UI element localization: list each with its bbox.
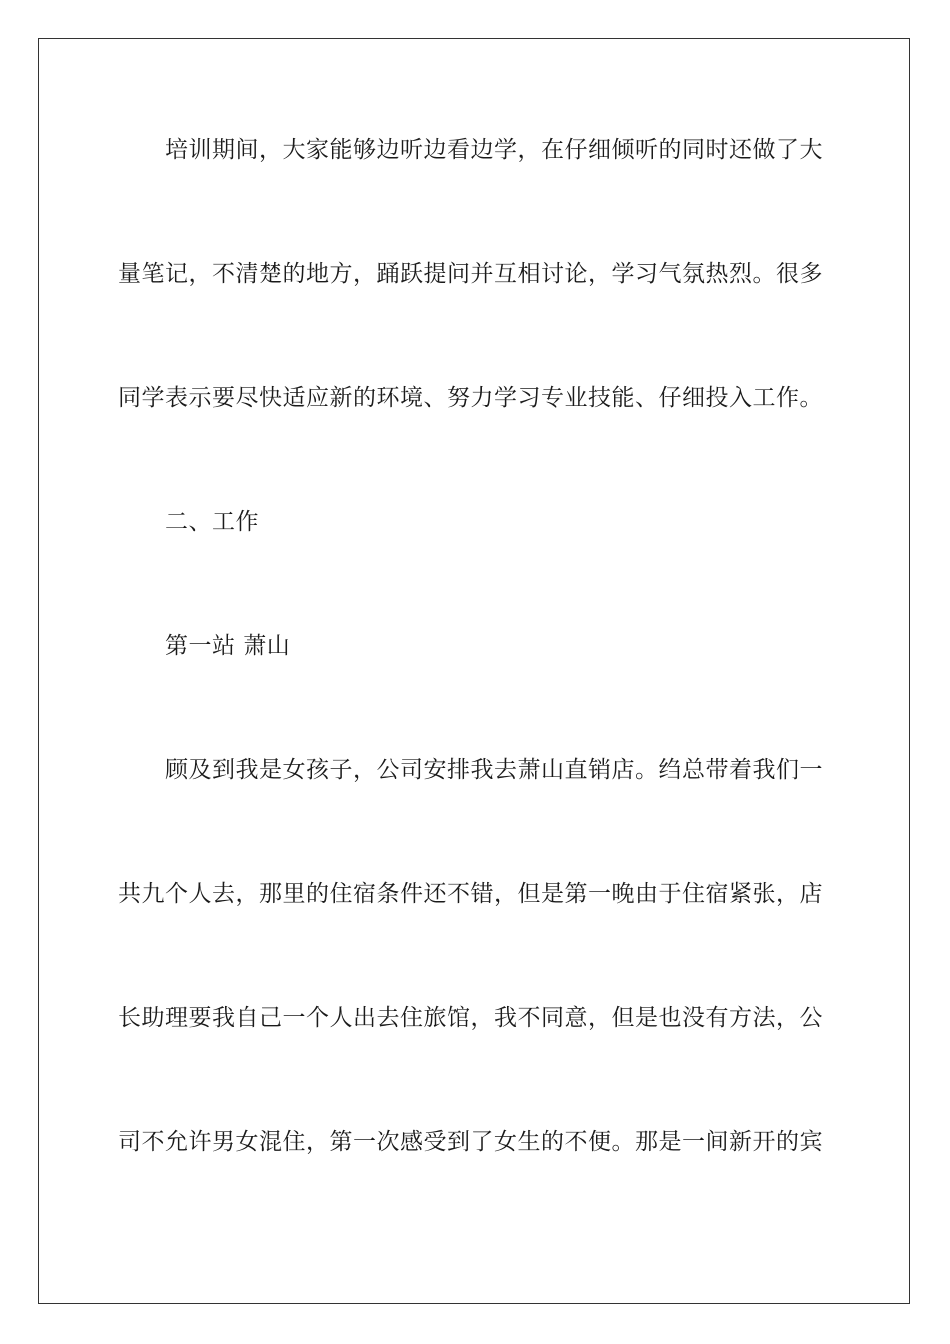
paragraph-line: 长助理要我自己一个人出去住旅馆，我不同意，但是也没有方法，公 (118, 1005, 823, 1031)
page-border (38, 38, 910, 1304)
paragraph-line: 量笔记，不清楚的地方，踊跃提问并互相讨论，学习气氛热烈。很多 (118, 261, 823, 287)
section-heading: 二、工作 (165, 509, 259, 535)
paragraph-line: 司不允许男女混住，第一次感受到了女生的不便。那是一间新开的宾 (118, 1129, 823, 1155)
paragraph-line: 同学表示要尽快适应新的环境、努力学习专业技能、仔细投入工作。 (118, 385, 823, 411)
subsection-heading: 第一站 萧山 (165, 633, 291, 659)
paragraph-line: 培训期间，大家能够边听边看边学，在仔细倾听的同时还做了大 (165, 137, 823, 163)
paragraph-line: 顾及到我是女孩子，公司安排我去萧山直销店。绉总带着我们一 (165, 757, 823, 783)
paragraph-line: 共九个人去，那里的住宿条件还不错，但是第一晚由于住宿紧张，店 (118, 881, 823, 907)
